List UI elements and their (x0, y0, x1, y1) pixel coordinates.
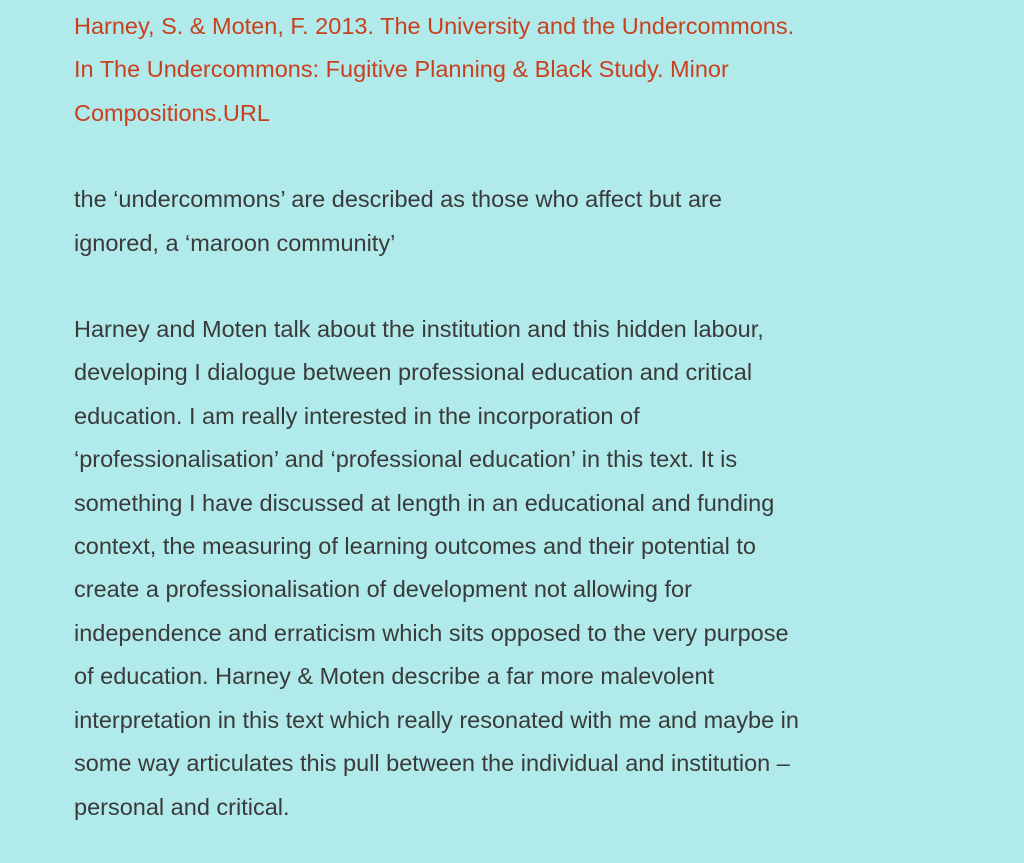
paragraph-line: interpretation in this text which really resonated with me and maybe in (74, 706, 799, 733)
paragraph-line: independence and erraticism which sits opposed to the very purpose (74, 619, 789, 646)
citation-line[interactable]: Harney, S. & Moten, F. 2013. The University and the Undercommons. (74, 13, 795, 39)
citation-line[interactable]: Compositions.URL (74, 99, 270, 126)
paragraph-line: ‘professionalisation’ and ‘professional education’ in this text. It is (74, 446, 738, 473)
paragraph-line: the ‘undercommons’ are described as those who affect but are (74, 186, 722, 213)
paragraph-line: Harney and Moten talk about the institution and this hidden labour, (74, 316, 764, 343)
paragraph-line: some way articulates this pull between the individual and institution – (74, 750, 790, 777)
citation-line[interactable]: In The Undercommons: Fugitive Planning & Black Study. Minor (74, 56, 729, 83)
paragraph-line: something I have discussed at length in an educational and funding (74, 489, 775, 516)
paragraph-line: developing I dialogue between professional education and critical (74, 359, 753, 386)
paragraph-line: create a professionalisation of development not allowing for (74, 576, 692, 603)
paragraph-line: of education. Harney & Moten describe a far more malevolent (74, 663, 715, 690)
paragraph-line: ignored, a ‘maroon community’ (74, 229, 396, 256)
paragraph-line: context, the measuring of learning outcomes and their potential to (74, 533, 756, 560)
post-content (74, 5, 974, 829)
paragraph-undercommons (74, 178, 974, 265)
citation-link[interactable] (74, 5, 924, 135)
paragraph-line: education. I am really interested in the incorporation of (74, 402, 640, 429)
paragraph-line: personal and critical. (74, 793, 290, 820)
paragraph-institution (74, 308, 974, 829)
